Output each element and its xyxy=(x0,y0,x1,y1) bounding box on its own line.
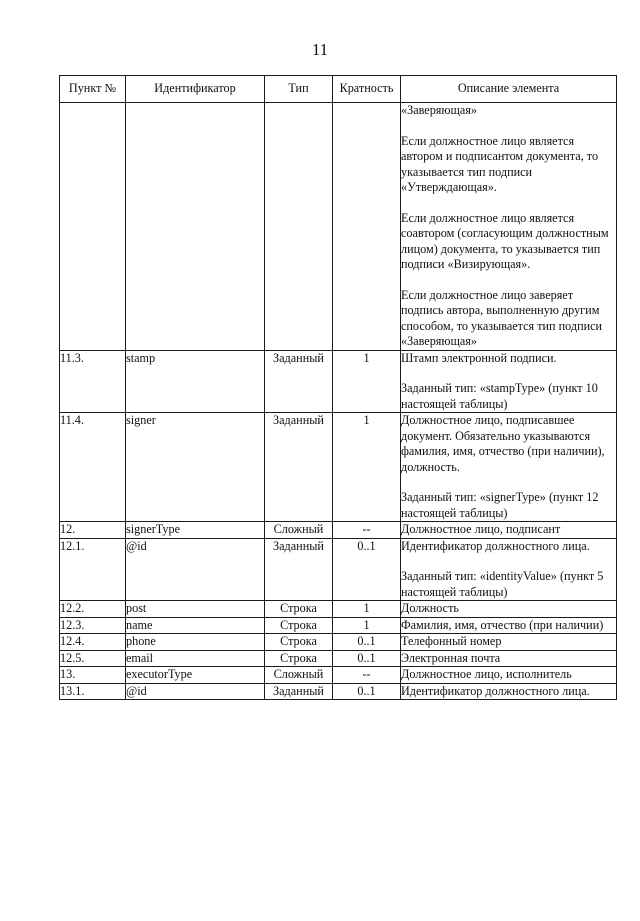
description-paragraph: «Заверяющая» xyxy=(401,103,477,117)
multiplicity-cell: 1 xyxy=(333,601,401,618)
identifier-cell xyxy=(126,103,265,351)
identifier-cell: @id xyxy=(126,683,265,700)
description-paragraph: Идентификатор должностного лица. xyxy=(401,538,590,553)
table-row xyxy=(60,667,617,684)
type-cell: Сложный xyxy=(265,522,333,539)
description-paragraph: Должностное лицо, подписавшее документ. Обязательно указываются фамилия, имя, отчество (при наличии), должность. xyxy=(401,413,605,474)
multiplicity-cell: 0..1 xyxy=(333,538,401,601)
type-cell: Заданный xyxy=(265,350,333,413)
identifier-cell: executorType xyxy=(126,667,265,684)
table-row xyxy=(60,650,617,667)
description-cell xyxy=(401,103,617,351)
table-row xyxy=(60,350,617,413)
row-number: 12.4. xyxy=(60,634,126,651)
description-paragraph: Если должностное лицо является автором и подписантом документа, то указывается тип подписи «Утверждающая». xyxy=(401,133,599,194)
row-number: 12.5. xyxy=(60,650,126,667)
type-cell: Строка xyxy=(265,634,333,651)
table-row xyxy=(60,617,617,634)
description-paragraph: Должностное лицо, исполнитель xyxy=(401,667,572,681)
row-number: 13.1. xyxy=(60,683,126,700)
multiplicity-cell: 0..1 xyxy=(333,634,401,651)
type-cell: Строка xyxy=(265,650,333,667)
row-number: 11.3. xyxy=(60,350,126,413)
table-row xyxy=(60,634,617,651)
description-cell xyxy=(401,617,617,634)
description-cell xyxy=(401,634,617,651)
description-paragraph: Заданный тип: «stampType» (пункт 10 настоящей таблицы) xyxy=(401,381,598,411)
multiplicity-cell: -- xyxy=(333,522,401,539)
header-multiplicity: Кратность xyxy=(333,76,401,103)
multiplicity-cell: 1 xyxy=(333,617,401,634)
type-cell: Заданный xyxy=(265,538,333,601)
row-number: 12. xyxy=(60,522,126,539)
multiplicity-cell: 0..1 xyxy=(333,650,401,667)
description-cell xyxy=(401,667,617,684)
header-type: Тип xyxy=(265,76,333,103)
multiplicity-cell: 0..1 xyxy=(333,683,401,700)
multiplicity-cell xyxy=(333,103,401,351)
row-number xyxy=(60,103,126,351)
type-cell: Заданный xyxy=(265,683,333,700)
type-cell: Заданный xyxy=(265,413,333,522)
identifier-cell: post xyxy=(126,601,265,618)
identifier-cell: phone xyxy=(126,634,265,651)
header-item-number: Пункт № xyxy=(60,76,126,103)
type-cell: Строка xyxy=(265,601,333,618)
multiplicity-cell: -- xyxy=(333,667,401,684)
description-paragraph: Заданный тип: «signerType» (пункт 12 настоящей таблицы) xyxy=(401,490,599,520)
description-cell xyxy=(401,650,617,667)
description-paragraph: Заданный тип: «identityValue» (пункт 5 настоящей таблицы) xyxy=(401,569,604,599)
multiplicity-cell: 1 xyxy=(333,350,401,413)
page-number: 11 xyxy=(311,40,329,59)
header-identifier: Идентификатор xyxy=(126,76,265,103)
description-paragraph: Если должностное лицо заверяет подпись автора, выполненную другим способом, то указывается тип подписи «Заверяющая» xyxy=(401,287,603,348)
description-cell xyxy=(401,601,617,618)
description-paragraph: Если должностное лицо является соавтором (согласующим должностным лицом) документа, то указывается тип подписи «Визирующая». xyxy=(401,210,609,271)
row-number: 13. xyxy=(60,667,126,684)
identifier-cell: signer xyxy=(126,413,265,522)
header-row xyxy=(60,76,617,103)
description-cell xyxy=(401,522,617,539)
row-number: 11.4. xyxy=(60,413,126,522)
table-row xyxy=(60,601,617,618)
description-paragraph: Электронная почта xyxy=(401,650,501,665)
identifier-cell: stamp xyxy=(126,350,265,413)
identifier-cell: email xyxy=(126,650,265,667)
table-row xyxy=(60,103,617,351)
type-cell xyxy=(265,103,333,351)
row-number: 12.1. xyxy=(60,538,126,601)
description-paragraph: Должностное лицо, подписант xyxy=(401,522,561,536)
type-cell: Строка xyxy=(265,617,333,634)
description-paragraph: Идентификатор должностного лица. xyxy=(401,683,590,698)
description-paragraph: Штамп электронной подписи. xyxy=(401,350,557,365)
description-cell xyxy=(401,413,617,522)
spec-table xyxy=(59,75,617,700)
description-cell xyxy=(401,538,617,601)
identifier-cell: @id xyxy=(126,538,265,601)
table-row xyxy=(60,522,617,539)
description-cell xyxy=(401,683,617,700)
table-body xyxy=(60,103,617,700)
row-number: 12.3. xyxy=(60,617,126,634)
description-cell xyxy=(401,350,617,413)
row-number: 12.2. xyxy=(60,601,126,618)
identifier-cell: signerType xyxy=(126,522,265,539)
description-paragraph: Должность xyxy=(401,601,459,615)
multiplicity-cell: 1 xyxy=(333,413,401,522)
header-description: Описание элемента xyxy=(401,76,617,103)
table-row xyxy=(60,683,617,700)
description-paragraph: Телефонный номер xyxy=(401,634,502,648)
description-paragraph: Фамилия, имя, отчество (при наличии) xyxy=(401,617,604,632)
table-row xyxy=(60,538,617,601)
type-cell: Сложный xyxy=(265,667,333,684)
table-row xyxy=(60,413,617,522)
identifier-cell: name xyxy=(126,617,265,634)
